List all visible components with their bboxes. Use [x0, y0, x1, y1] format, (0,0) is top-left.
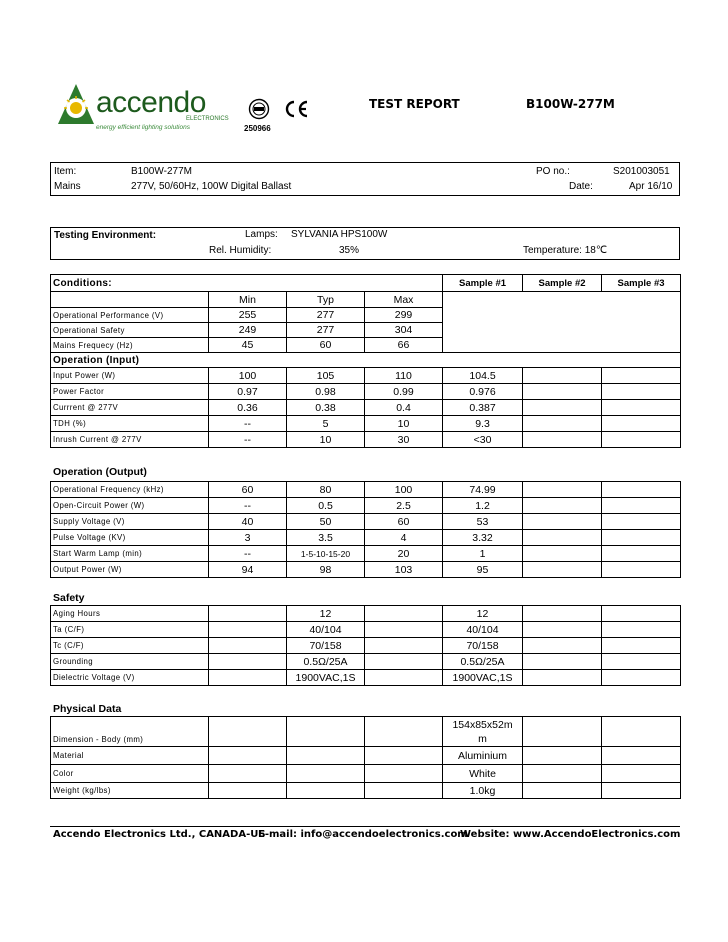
physical-title: Physical Data [53, 703, 122, 715]
sample2-header: Sample #2 [523, 275, 602, 292]
humidity-value: 35% [339, 245, 360, 256]
conditions-title: Conditions: [51, 275, 443, 292]
environment-label: Testing Environment: [54, 230, 157, 241]
table-row: Dimension - Body (mm) 154x85x52m m [51, 717, 681, 747]
safety-table [50, 605, 681, 686]
table-row: Mains Frequecy (Hz) 45 60 66 [51, 338, 681, 353]
dimension-line2: m [478, 732, 487, 745]
table-row: Operational Safety 249 277 304 [51, 323, 681, 338]
table-row: Pulse Voltage (KV) 3 3.5 4 3.32 [51, 530, 681, 546]
physical-table [50, 716, 681, 799]
ce-mark-icon [284, 100, 310, 118]
conditions-table [50, 274, 681, 448]
table-row: Inrush Current @ 277V -- 10 30 <30 [51, 432, 681, 448]
footer-company: Accendo Electronics Ltd., CANADA-US [53, 829, 266, 840]
table-row: TDH (%) -- 5 10 9.3 [51, 416, 681, 432]
dimension-line1: 154x85x52m [452, 718, 513, 731]
item-label: Item: [54, 166, 77, 177]
sample1-header: Sample #1 [443, 275, 523, 292]
table-row: Start Warm Lamp (min) -- 1-5-10-15-20 20 1 [51, 546, 681, 562]
logo-wordmark: accendo [96, 86, 206, 119]
table-row: Dielectric Voltage (V) 1900VAC,1S 1900VAC,1S [51, 670, 681, 686]
mains-value: 277V, 50/60Hz, 100W Digital Ballast [131, 181, 292, 192]
company-logo [56, 80, 229, 136]
safety-title: Safety [53, 592, 85, 604]
environment-box [50, 227, 680, 260]
csa-mark-icon [248, 98, 270, 120]
po-value: S201003051 [613, 166, 670, 177]
table-row: Grounding 0.5Ω/25A 0.5Ω/25A [51, 654, 681, 670]
footer-divider [50, 826, 680, 827]
mains-label: Mains [54, 181, 81, 192]
table-row: Tc (C/F) 70/158 70/158 [51, 638, 681, 654]
po-label: PO no.: [536, 166, 570, 177]
operation-output-table [50, 481, 681, 578]
table-row: Output Power (W) 94 98 103 95 [51, 562, 681, 578]
footer-website: Website: www.AccendoElectronics.com [460, 829, 681, 840]
report-title: TEST REPORT [369, 97, 460, 111]
date-label: Date: [569, 181, 593, 192]
table-row: Aging Hours 12 12 [51, 606, 681, 622]
certificate-number: 250966 [244, 124, 271, 133]
lamps-label: Lamps: [245, 229, 278, 240]
table-row: Color White [51, 765, 681, 783]
temperature: Temperature: 18℃ [523, 245, 608, 256]
typ-header: Typ [287, 292, 365, 308]
operation-output-title: Operation (Output) [53, 466, 147, 478]
leaf-logo-icon [56, 80, 98, 126]
table-row: Supply Voltage (V) 40 50 60 53 [51, 514, 681, 530]
table-row: Operational Frequency (kHz) 60 80 100 74.99 [51, 482, 681, 498]
footer-email: E-mail: info@accendoelectronics.com [258, 829, 468, 840]
report-model: B100W-277M [526, 97, 615, 111]
humidity-label: Rel. Humidity: [209, 245, 272, 256]
info-box [50, 162, 680, 196]
certification-marks [244, 98, 314, 138]
table-row: Input Power (W) 100 105 110 104.5 [51, 368, 681, 384]
table-row: Power Factor 0.97 0.98 0.99 0.976 [51, 384, 681, 400]
date-value: Apr 16/10 [629, 181, 673, 192]
sample3-header: Sample #3 [602, 275, 681, 292]
max-header: Max [365, 292, 443, 308]
operation-input-title: Operation (Input) [51, 353, 681, 368]
table-row: Operational Performance (V) 255 277 299 [51, 308, 681, 323]
table-row: Ta (C/F) 40/104 40/104 [51, 622, 681, 638]
table-row: Open-Circuit Power (W) -- 0.5 2.5 1.2 [51, 498, 681, 514]
lamps-value: SYLVANIA HPS100W [291, 229, 388, 240]
table-row: Currrent @ 277V 0.36 0.38 0.4 0.387 [51, 400, 681, 416]
item-value: B100W-277M [131, 166, 192, 177]
table-row: Material Aluminium [51, 747, 681, 765]
table-row: Weight (kg/lbs) 1.0kg [51, 783, 681, 799]
logo-subtitle: ELECTRONICS [186, 116, 229, 122]
min-header: Min [209, 292, 287, 308]
logo-tagline: energy efficient lighting solutions [96, 124, 190, 131]
